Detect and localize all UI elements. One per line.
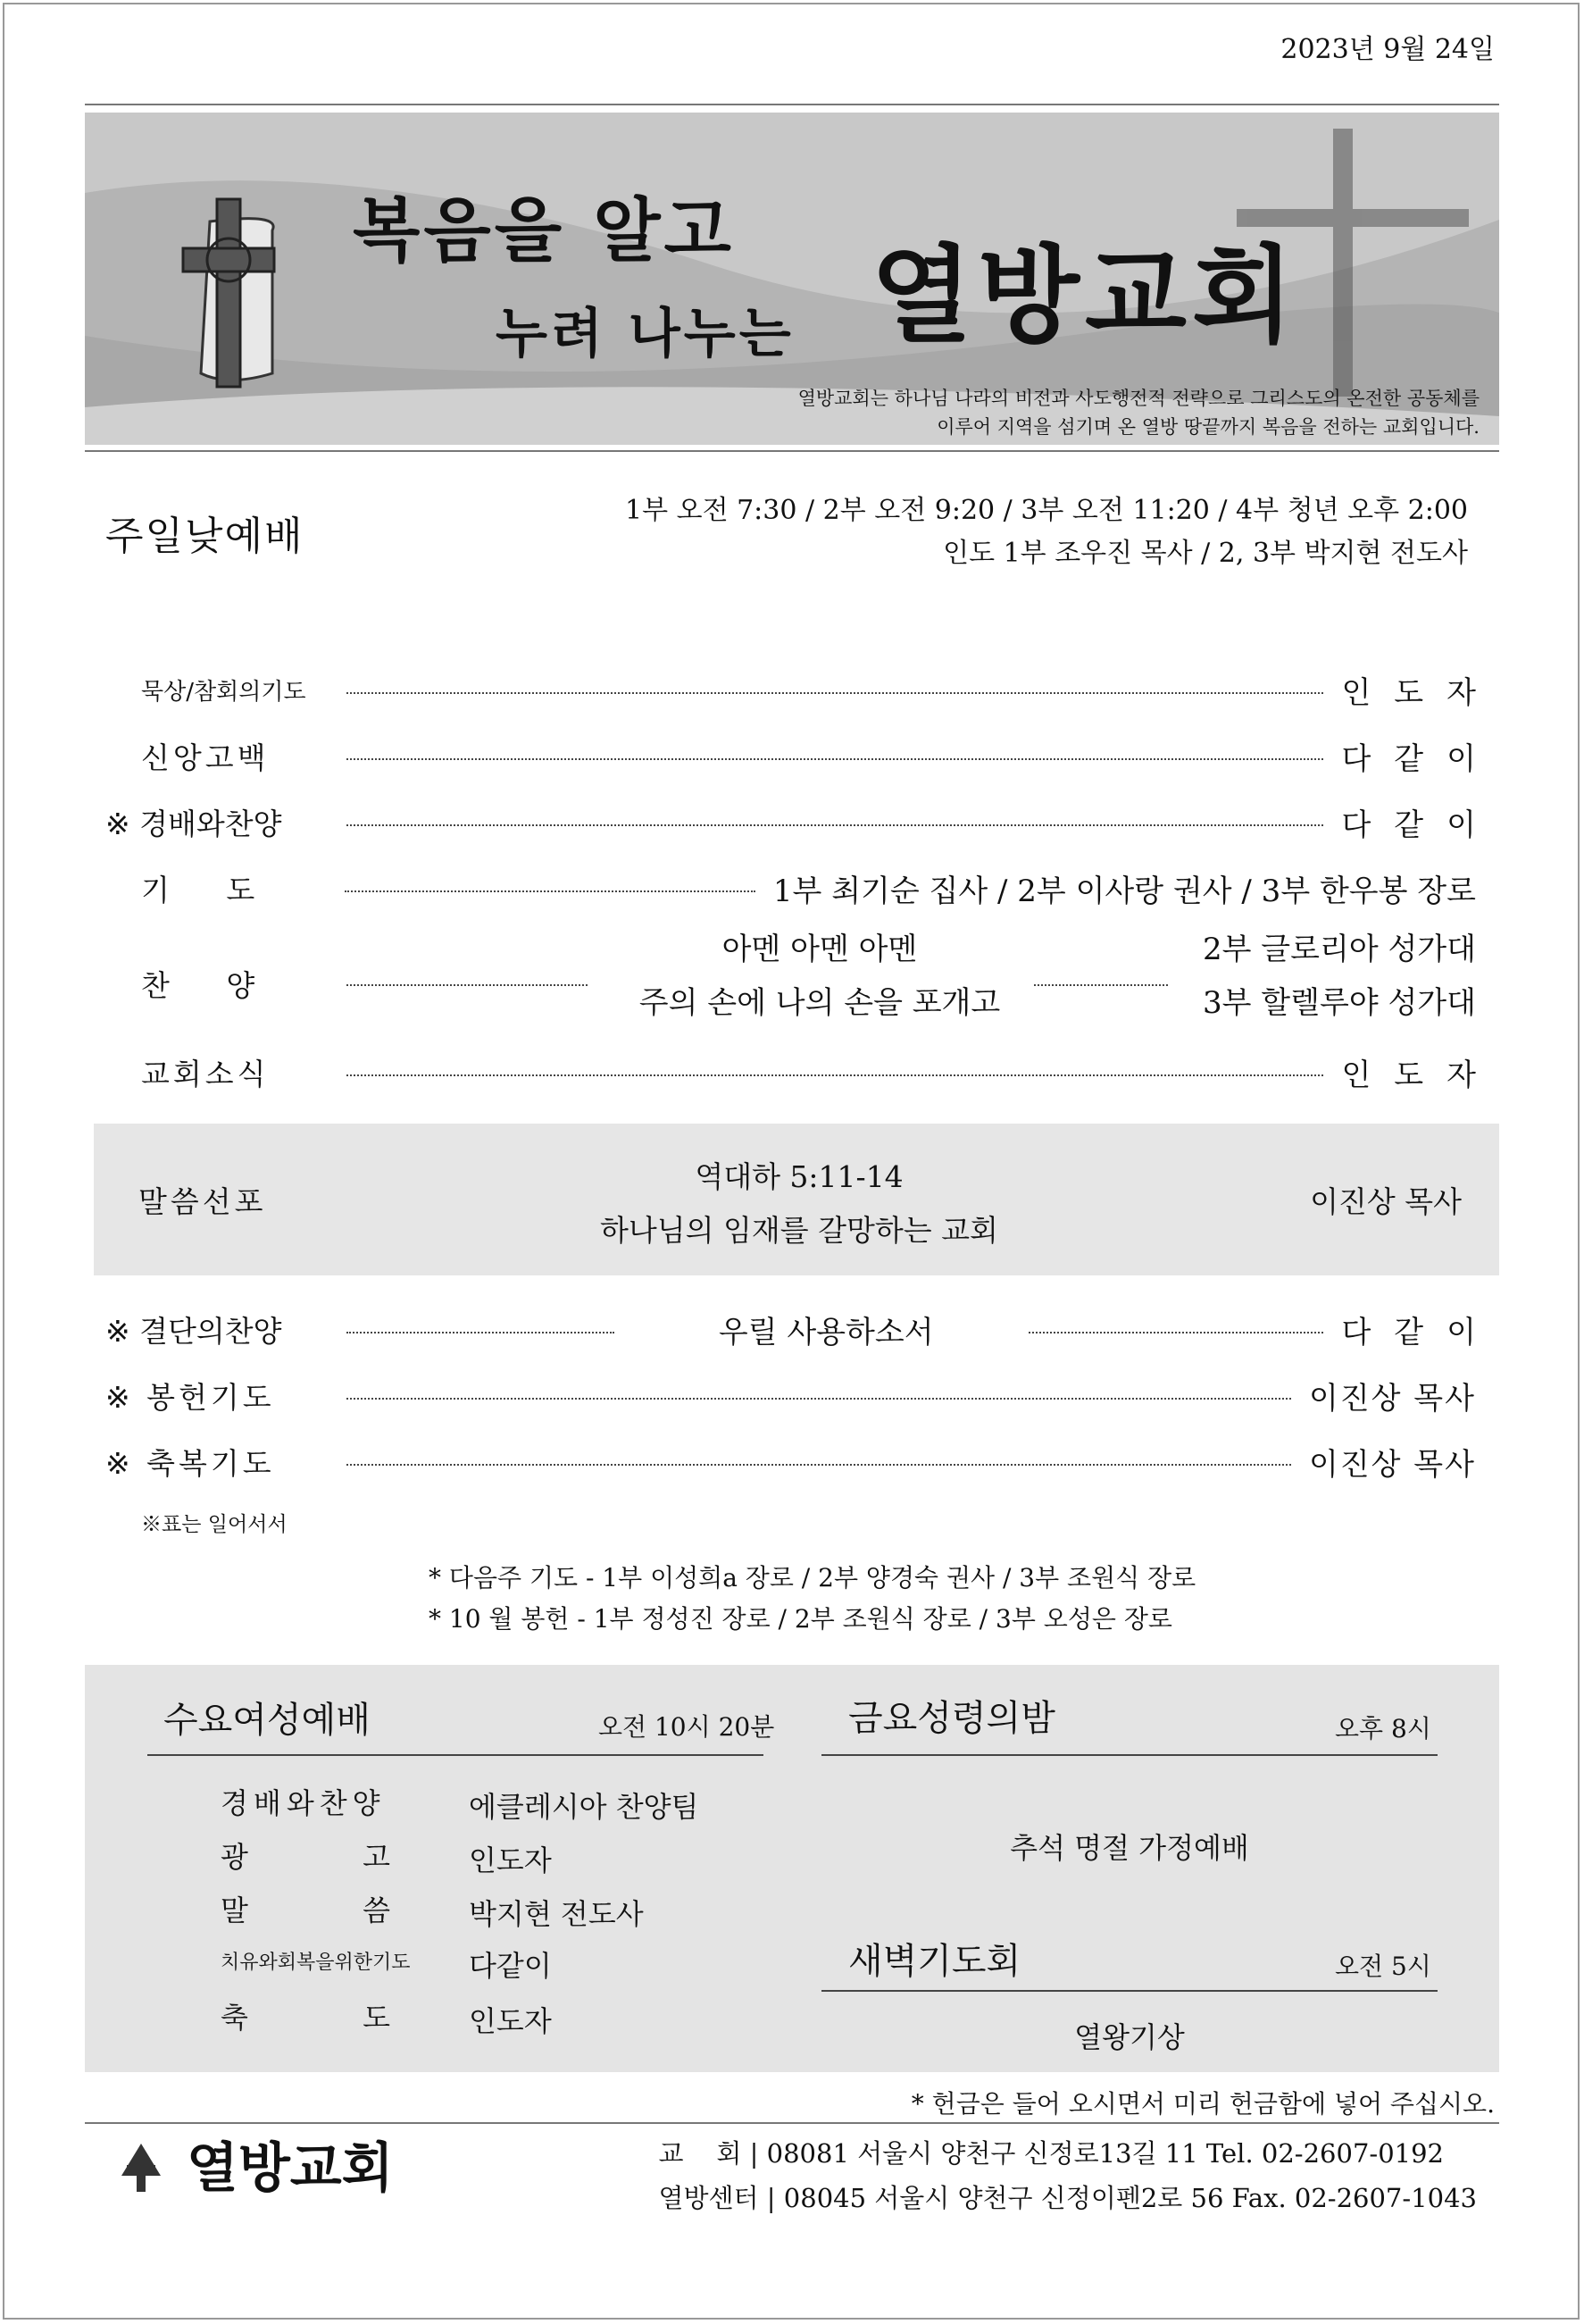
leader-dots: [346, 692, 1323, 694]
sermon-title: 하나님의 임재를 갈망하는 교회: [600, 1213, 998, 1248]
leader-dots: [346, 758, 1323, 760]
order-label: 찬 양: [141, 968, 263, 1003]
order-row-prayer: [105, 859, 1476, 916]
wednesday-value-5: 인도자: [469, 2004, 552, 2038]
banner-slogan-line1: 복음을 알고: [353, 190, 735, 272]
service-time-list: 1부 오전 7:30 / 2부 오전 9:20 / 3부 오전 11:20 / 4부 청년 오후 2:00: [625, 495, 1468, 526]
order-who: 1부 최기순 집사 / 2부 이사랑 권사 / 3부 한우봉 장로: [772, 873, 1476, 909]
leader-dots: [346, 1464, 1291, 1466]
leader-dots: [1034, 984, 1168, 986]
footer-rule: [85, 2122, 1499, 2124]
october-offering: * 10 월 봉헌 - 1부 정성진 장로 / 2부 조원식 장로 / 3부 오성은 장로: [429, 1604, 1172, 1634]
banner-description-line1: 열방교회는 하나님 나라의 비전과 사도행전적 전략으로 그리스도의 온전한 공동체를: [797, 388, 1480, 409]
dawn-title: 새벽기도회: [848, 1941, 1021, 1982]
leader-dots: [346, 1332, 614, 1333]
banner-description: [798, 384, 1480, 441]
order-label: ※ 축복기도: [105, 1445, 275, 1481]
wednesday-value-1: 에클레시아 찬양팀: [469, 1790, 699, 1824]
wednesday-title: 수요여성예배: [163, 1700, 371, 1741]
banner-church-name: 열방교회: [871, 233, 1299, 357]
sermon-scripture: 역대하 5:11-14: [695, 1159, 904, 1194]
footer-logo: [114, 2126, 394, 2203]
order-row-praise: [105, 920, 1476, 1045]
offering-note: * 헌금은 들어 오시면서 미리 헌금함에 넣어 주십시오.: [911, 2089, 1495, 2119]
praise-song-1: 아멘 아멘 아멘: [721, 932, 918, 967]
wednesday-value-4: 다같이: [469, 1949, 552, 1983]
service-times: [625, 489, 1468, 575]
order-who: 이진상 목사: [1308, 1446, 1476, 1483]
wednesday-time: 오전 10시 20분: [598, 1712, 775, 1742]
order-row-creed: [105, 727, 1499, 784]
order-row-benediction: [105, 1433, 1476, 1490]
church-label: 교 회: [658, 2138, 742, 2169]
banner: [85, 113, 1499, 445]
church-address: 08081 서울시 양천구 신정로13길 11 Tel. 02-2607-0192: [766, 2138, 1444, 2169]
response-song: 우릴 사용하소서: [718, 1314, 934, 1350]
leader-dots: [346, 1074, 1323, 1076]
wednesday-value-2: 인도자: [469, 1843, 552, 1877]
tree-cross-icon: [114, 2140, 168, 2194]
weekday-services-box: [85, 1665, 1499, 2072]
leader-dots: [1029, 1332, 1323, 1333]
wednesday-label-2: 광 고: [221, 1840, 390, 1874]
order-who: 인도자: [1341, 674, 1499, 711]
wednesday-rule: [147, 1754, 763, 1756]
praise-song-2: 주의 손에 나의 손을 포개고: [638, 985, 1001, 1021]
wednesday-value-3: 박지현 전도사: [469, 1897, 644, 1931]
wednesday-label-5: 축 도: [221, 2001, 390, 2035]
leader-dots: [346, 824, 1323, 826]
leader-dots: [346, 984, 588, 986]
center-label: 열방센터: [658, 2183, 759, 2213]
service-leaders: 인도 1부 조우진 목사 / 2, 3부 박지현 전도사: [943, 538, 1468, 569]
order-label: ※ 경배와찬양: [105, 806, 282, 841]
order-row-meditation: [105, 661, 1499, 718]
order-who: 다같이: [1341, 807, 1499, 843]
dawn-rule: [821, 1990, 1438, 1992]
order-label: 묵상/참회의기도: [141, 678, 306, 706]
cross-scroll-icon: [174, 195, 290, 391]
friday-content: 추석 명절 가정예배: [1010, 1831, 1249, 1865]
order-label: 교회소식: [141, 1056, 270, 1091]
order-who: 이진상 목사: [1308, 1380, 1476, 1417]
dawn-content: 열왕기상: [1074, 2020, 1185, 2054]
leader-dots: [345, 890, 755, 892]
order-who: 다같이: [1341, 1314, 1499, 1350]
next-week-prayer: * 다음주 기도 - 1부 이성희a 장로 / 2부 양경숙 권사 / 3부 조원식 장로: [429, 1563, 1196, 1593]
order-label: 신앙고백: [141, 740, 270, 775]
wednesday-label-1: 경배와찬양: [221, 1786, 386, 1820]
order-row-response: [105, 1300, 1499, 1358]
dawn-time: 오전 5시: [1335, 1952, 1431, 1981]
order-row-news: [105, 1043, 1499, 1100]
wednesday-label-3: 말 씀: [221, 1893, 390, 1927]
stand-note: ※표는 일어서서: [141, 1513, 288, 1536]
footer-logo-text: 열방교회: [186, 2137, 394, 2200]
sermon-label: 말씀선포: [138, 1184, 267, 1219]
friday-time: 오후 8시: [1335, 1714, 1431, 1743]
center-address: 08045 서울시 양천구 신정이펜2로 56 Fax. 02-2607-1043: [783, 2183, 1477, 2213]
sermon-preacher: 이진상 목사: [1310, 1184, 1462, 1219]
banner-slogan-line2: 누려 나누는: [496, 303, 795, 365]
wednesday-label-4: 치유와회복을위한기도: [221, 1952, 411, 1974]
service-title: 주일낮예배: [105, 514, 304, 559]
sermon-box: [94, 1124, 1499, 1275]
order-who: 다같이: [1341, 740, 1499, 777]
order-row-hymn: [105, 793, 1499, 850]
footer-address: [659, 2131, 1477, 2220]
friday-title: 금요성령의밤: [848, 1698, 1055, 1739]
banner-bottom-rule: [85, 450, 1499, 452]
praise-choir-1: 2부 글로리아 성가대: [1203, 932, 1476, 967]
announcements: [429, 1558, 1196, 1640]
top-rule: [85, 104, 1499, 105]
order-label: ※ 봉헌기도: [105, 1379, 275, 1415]
order-label: ※ 결단의찬양: [105, 1313, 282, 1349]
order-label: 기 도: [141, 872, 263, 907]
order-row-offering: [105, 1367, 1476, 1424]
order-who: 인도자: [1341, 1057, 1499, 1093]
friday-rule: [821, 1754, 1438, 1756]
separator: |: [766, 2183, 784, 2213]
separator: |: [749, 2138, 767, 2169]
praise-choir-2: 3부 할렐루야 성가대: [1203, 985, 1476, 1021]
leader-dots: [346, 1398, 1291, 1400]
bulletin-date: 2023년 9월 24일: [1280, 34, 1495, 65]
banner-description-line2: 이루어 지역을 섬기며 온 열방 땅끝까지 복음을 전하는 교회입니다.: [937, 416, 1480, 438]
